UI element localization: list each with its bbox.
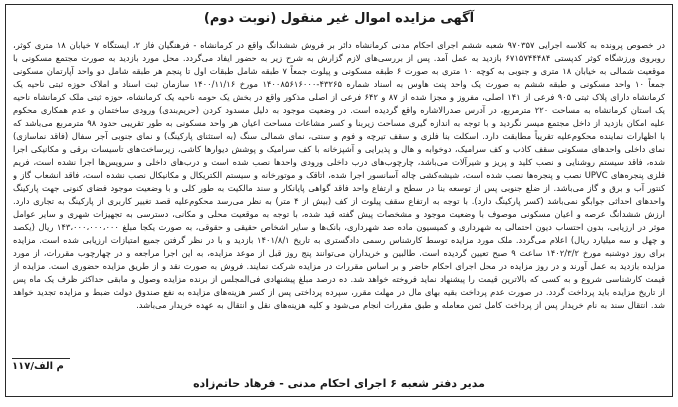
- notice-code: م الف/۱۱۷: [12, 358, 70, 372]
- auction-notice: [5, 4, 673, 397]
- notice-signature: مدیر دفتر شعبه ۶ اجرای احکام مدنی - فرهاد حاتم‌زاده: [193, 377, 485, 390]
- notice-title: آگهی مزایده اموال غیر منقول (نوبت دوم): [203, 11, 475, 26]
- notice-body: در خصوص پرونده به کلاسه اجرایی ۹۷۰۳۵۷ شعبه ششم اجرای احکام مدنی کرمانشاه دائر بر فروش ششدانگ واقع در کرمانشاه - فرهنگیان فاز ۲، ایستگاه ۷ خیابان ۱۸ متری کوثر، روبروی ورزشگاه کوثر کدپستی ۶۷۱۵۷۴۴۴۸۴ بازدید به عمل آمد. پس از بررسی‌های لازم گزارش به شرح زیر به حضور ایفاد می‌گردد. محل مورد بازدید به صورت مجتمع مسکونی با موقعیت شمالی به خیابان ۱۸ متری و جنوبی به کوچه ۱۰ متری به صورت ۶ طبقه مسکونی و پیلوت جمعاً ۷ طبقه شامل طبقات اول تا پنجم هر طبقه شامل دو واحد آپارتمان مسکونی جمعاً ۱۰ واحد مسکونی و طبقه ششم به صورت یک واحد پنت هاوس به اسناد شماره ۴۳۲۶۵-۱۴۰۰۸۵۶۱۶۰۰۰ مورخ ۱۴۰۰/۱۱/۱۶ سازمان ثبت اسناد و املاک حوزه ثبتی ناحیه یک کرمانشاه دارای پلاک ثبتی ۹۰۵ فرعی از ۱۴۱ اصلی، مفروز و مجزا شده از ۸۷ و ۶۴۲ فرعی از اصلی مذکور واقع در بخش یک حومه ناحیه یک کرمانشاه، حوزه ثبتی ملک کرمانشاه ناحیه یک استان کرمانشاه به مساحت ۲۲۰ مترمربع، در آدرس صدرالاشاره واقع گردیده است. در وضعیت موجود به دلیل مسدود کردن (حریم‌بندی) ورودی ساختمان و عدم همکاری محکوم علیه امکان بازدید از داخل مجتمع میسر نگردید و با توجه به اندازه گیری مساحت زیربنا و کسر مشاعات مساحت اعیان هر واحد مسکونی به طور تقریبی حدود ۹۸ مترمربع می‌باشد که با اظهارات نماینده محکوم‌علیه تقریباً مطابقت دارد. اسکلت بنا فلزی و سقف تیرچه و فوم و سنتی، نمای شمالی سنگ (به استثنای پارکینگ) و نمای جنوبی آجر سفال (فاقد نماسازی) نمای داخلی واحدهای مسکونی سقف کاذب و کف سرامیک، دوخوابه و هال و پذیرایی و آشپزخانه با کف سرامیک و پوشش دیوارها کاشی، زیرساخت‌های تاسیسات برقی و مکانیکی اجرا شده، فاقد سیستم روشنایی و نصب کلید و پریز و شیرآلات می‌باشد، چارچوب‌های درب داخلی ورودی واحدها نصب شده است و درب‌های داخلی و سرویس‌ها اجرا نشده است، فریم فلزی پنجره‌های UPVC نصب و پنجره‌ها نصب شده است، شیشه‌کشی چاله آسانسور اجرا شده، اتاقک و موتورخانه و سیستم الکتریکال و مکانیکال نصب نشده است، فاقد انشعاب گاز و کنتور آب و برق و گاز می‌باشد. از ضلع جنوبی پس از توسعه بنا در سطح و ارتفاع واحد فاقد گواهی پایانکار و سند مالکیت به طور کلی و با وضعیت موجود فضای کنونی جهت پارکینگ واحدهای احداثی جوابگو نمی‌باشد (کسر پارکینگ دارد). با توجه به ارتفاع سقف پیلوت از کف (بیش از ۴ متر) به نظر می‌رسد محکوم‌علیه قصد تغییر کاربری از پارکینگ به تجاری دارد. ارزش ششدانگ عرصه و اعیان مسکونی موصوف با وضعیت موجود و مشخصات پیش گفته قید شده، با توجه به موقعیت محلی و مکانی، دسترسی به تجهیزات شهری و سایر عوامل موثر در ارزیابی، بدون احتساب دیون احتمالی به شهرداری و کمیسیون ماده صد شهرداری، بانک‌ها و سایر اشخاص حقیقی و حقوقی، به صورت یکجا مبلغ ۱۴۳،۰۰۰،۰۰۰،۰۰۰ ریال (یکصد و چهل و سه میلیارد ریال) اعلام می‌گردد. ملک مورد مزایده توسط کارشناس رسمی دادگستری به تاریخ ۱۴۰۱/۸/۱ بازدید و با در نظر گرفتن جمیع امتیازات ارزیابی شده است. مزایده برای روز دوشنبه مورخ ۱۴۰۲/۳/۲ ساعت ۹ صبح تعیین گردیده است. طالبین و خریداران می‌توانند پنج روز قبل از موعد مزایده، به این اجرا مراجعه و در چهارچوب مقررات، از مورد مزایده بازدید به عمل آورند و در روز مزایده در محل اجرای احکام حاضر و بر اساس مقررات در مزایده شرکت نمایند. فروش به صورت نقد و از طریق مزایده حضوری است. مزایده از قیمت کارشناسی شروع و به کسی که بالاترین قیمت را پیشنهاد نماید فروخته خواهد شد. ده درصد مبلغ پیشنهادی فی‌المجلس از برنده مزایده وصول و مابقی حداکثر ظرف یک ماه پس از تاریخ مزایده باید پرداخت گردد. در صورت عدم پرداخت بقیه بهای مال در مهلت مقرر، سپرده پرداختی پس از کسر هزینه‌های مزایده به نفع صندوق دولت ضبط و مزایده تجدید خواهد شد. انتقال سند به نام خریدار پس از پرداخت کامل ثمن معامله و طبق مقررات انجام می‌شود و کلیه هزینه‌های نقل و انتقال به عهده خریدار می‌باشد.: [13, 40, 665, 310]
